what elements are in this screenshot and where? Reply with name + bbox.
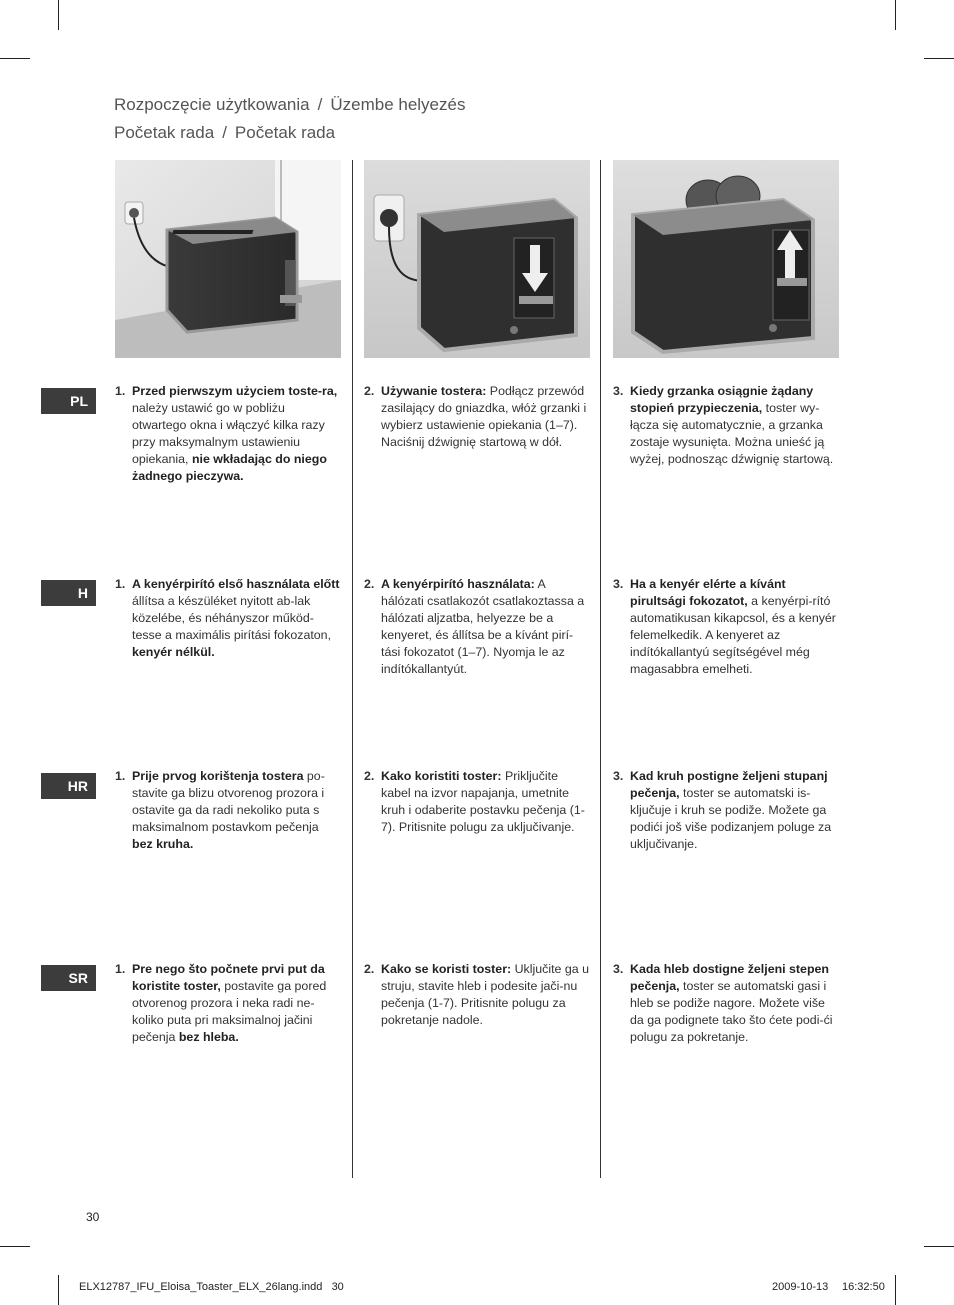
- step-number: 3.: [613, 769, 624, 783]
- step-number: 2.: [364, 962, 375, 976]
- toaster-bread-popped-up-arrow-illustration: [613, 160, 839, 358]
- column-divider: [352, 160, 353, 1178]
- step-number: 3.: [613, 384, 624, 398]
- footer-filename: ELX12787_IFU_Eloisa_Toaster_ELX_26lang.indd 30: [79, 1281, 344, 1293]
- page-title-line1: [114, 95, 465, 115]
- toaster-lever-down-arrow-illustration: [364, 160, 590, 358]
- step-pl-3: [613, 383, 839, 468]
- step-lead: A kenyérpirító használata:: [381, 577, 535, 591]
- lang-tag-sr: SR: [41, 965, 96, 991]
- step-sr-1: [115, 961, 341, 1046]
- step-lead: Kiedy grzanka osiągnie żądany stopień przypieczenia,: [630, 384, 814, 415]
- step-number: 3.: [613, 962, 624, 976]
- step-number: 2.: [364, 577, 375, 591]
- step-text: a kenyérpi-rító automatikusan kikapcsol, és a kenyér felemelkedik. A kenyeret az indítókallantyú segítségével még magasabbra emelheti.: [630, 594, 836, 676]
- crop-mark: [0, 1246, 30, 1247]
- crop-mark: [924, 58, 954, 59]
- crop-mark: [58, 1275, 59, 1305]
- title-separator: /: [317, 95, 323, 114]
- toaster-by-window-plugged-illustration: [115, 160, 341, 358]
- step-text: toster se automatski is-ključuje i kruh se podiže. Možete ga podići još više podizanjem poluge za uključivanje.: [630, 786, 832, 851]
- lang-tag-hr: HR: [41, 773, 96, 799]
- step-number: 1.: [115, 384, 126, 398]
- step-hr-3: [613, 768, 839, 853]
- step-text: toster wy-łącza się automatycznie, a grzanka zostaje wysunięta. Można unieść ją wyżej, podnosząc dźwignię startową.: [630, 401, 834, 466]
- step-text: A hálózati csatlakozót csatlakoztassa a hálózati aljzatba, helyezze be a kenyeret, és állítsa be a kívánt pirí-tási fokozatot (1–7). Nyomja le az indítókallantyút.: [381, 577, 585, 676]
- column-divider: [600, 160, 601, 1178]
- step-text: toster se automatski gasi i hleb se podiže nagore. Možete više da ga podignete tako što ćete podi-ći polugu za pokretanje.: [630, 979, 833, 1044]
- step-hr-2: [364, 768, 590, 836]
- step-sr-3: [613, 961, 839, 1046]
- step-lead: Kako se koristi toster:: [381, 962, 512, 976]
- step-text: Podłącz przewód zasilający do gniazdka, włóż grzanki i wybierz ustawienie opiekania (1–7). Naciśnij dźwignię startową w dół.: [381, 384, 587, 449]
- step-lead: Ha a kenyér elérte a kívánt pirultsági fokozatot,: [630, 577, 786, 608]
- step-text: Uključite ga u struju, stavite hleb i podesite jači-nu pečenja (1-7). Pritisnite polugu za pokretanje nadole.: [381, 962, 589, 1027]
- step-lead: A kenyérpirító első használata előtt: [132, 577, 340, 591]
- step-text: należy ustawić go w pobliżu otwartego okna i włączyć kilka razy przy maksymalnym ustawieniu opiekania,: [132, 401, 325, 466]
- step-sr-2: [364, 961, 590, 1029]
- step-lead: Kad kruh postigne željeni stupanj pečenja,: [630, 769, 828, 800]
- step-emphasis: nie wkładając do niego żadnego pieczywa.: [132, 452, 327, 483]
- step-lead: Przed pierwszym użyciem toste-ra,: [132, 384, 338, 398]
- step-emphasis: bez hleba.: [178, 1030, 239, 1044]
- step-h-3: [613, 576, 839, 678]
- step-h-2: [364, 576, 590, 678]
- step-number: 2.: [364, 384, 375, 398]
- page-title-line2: [114, 123, 335, 143]
- step-number: 1.: [115, 577, 126, 591]
- crop-mark: [0, 58, 30, 59]
- crop-mark: [58, 0, 59, 30]
- step-lead: Prije prvog korištenja tostera: [132, 769, 304, 783]
- step-lead: Kako koristiti toster:: [381, 769, 502, 783]
- step-number: 3.: [613, 577, 624, 591]
- step-text: po-stavite ga blizu otvorenog prozora i ostavite ga da radi nekoliko puta s maksimalnom postavkom pečenja: [132, 769, 325, 834]
- step-text: Priključite kabel na izvor napajanja, umetnite kruh i odaberite postavku pečenja (1-7). Pritisnite polugu za uključivanje.: [381, 769, 585, 834]
- step-lead: Używanie tostera:: [381, 384, 487, 398]
- step-pl-2: [364, 383, 590, 451]
- title-hungarian: Üzembe helyezés: [330, 95, 466, 114]
- step-text: postavite ga pored otvorenog prozora i neka radi ne-koliko puta pri maksimalnoj jačini pečenja: [132, 979, 327, 1044]
- footer-time: 16:32:50: [842, 1281, 885, 1293]
- title-separator: /: [222, 123, 227, 142]
- crop-mark: [895, 1275, 896, 1305]
- step-lead: Kada hleb dostigne željeni stepen pečenja,: [630, 962, 829, 993]
- crop-mark: [924, 1246, 954, 1247]
- title-polish: Rozpoczęcie użytkowania: [114, 95, 310, 114]
- step-number: 1.: [115, 962, 126, 976]
- step-number: 1.: [115, 769, 126, 783]
- step-pl-1: [115, 383, 341, 485]
- crop-mark: [895, 0, 896, 30]
- step-lead: Pre nego što počnete prvi put da koristite toster,: [132, 962, 325, 993]
- title-serbian: Početak rada: [234, 123, 336, 142]
- title-croatian: Početak rada: [114, 123, 215, 142]
- step-emphasis: bez kruha.: [132, 837, 194, 851]
- step-h-1: [115, 576, 341, 661]
- footer-date: 2009-10-13: [772, 1281, 829, 1293]
- step-text: állítsa a készüléket nyitott ab-lak közelébe, és néhányszor működ-tesse a maximális pirítási fokozaton,: [132, 594, 332, 642]
- step-hr-1: [115, 768, 341, 853]
- step-number: 2.: [364, 769, 375, 783]
- lang-tag-h: H: [41, 580, 96, 606]
- lang-tag-pl: PL: [41, 388, 96, 414]
- page-number: 30: [86, 1210, 100, 1224]
- step-emphasis: kenyér nélkül.: [132, 645, 215, 659]
